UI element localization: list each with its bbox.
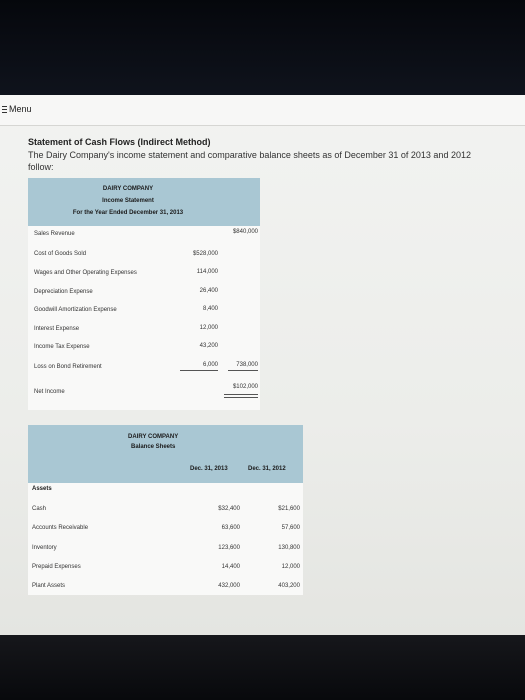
double-underline bbox=[224, 397, 258, 398]
bs-row-label: Plant Assets bbox=[32, 583, 66, 589]
bs-row-2013: 432,000 bbox=[218, 583, 240, 589]
bs-row-label: Inventory bbox=[32, 545, 57, 551]
bs-col-header-2012: Dec. 31, 2012 bbox=[248, 466, 286, 472]
income-statement-header bbox=[28, 178, 260, 226]
question-text: The Dairy Company's income statement and comparative balance sheets as of December 31 of 2013 and 2012 follow: bbox=[28, 150, 471, 172]
is-title: Income Statement bbox=[102, 198, 154, 204]
is-row-amount: $528,000 bbox=[192, 251, 218, 257]
income-statement-table bbox=[28, 178, 260, 410]
is-company: DAIRY COMPANY bbox=[102, 186, 154, 192]
monitor-bezel-bottom bbox=[0, 635, 525, 700]
is-row-amount: 8,400 bbox=[202, 306, 218, 312]
bs-row-label: Prepaid Expenses bbox=[32, 564, 81, 570]
screen bbox=[0, 95, 525, 635]
is-row-amount: 114,000 bbox=[196, 269, 218, 275]
bs-col-header-2013: Dec. 31, 2013 bbox=[190, 466, 228, 472]
hamburger-menu-icon[interactable] bbox=[2, 106, 7, 114]
bs-row-2012: 12,000 bbox=[281, 564, 300, 570]
bs-row-2012: 130,800 bbox=[278, 545, 300, 551]
double-underline bbox=[224, 394, 258, 395]
bs-row-2013: 14,400 bbox=[221, 564, 240, 570]
bs-row-2013: 123,600 bbox=[218, 545, 240, 551]
question-title: Statement of Cash Flows (Indirect Method) bbox=[28, 137, 211, 147]
net-income-total: $102,000 bbox=[232, 384, 258, 390]
is-row-amount: 12,000 bbox=[199, 325, 218, 331]
is-row-label: Wages and Other Operating Expenses bbox=[34, 270, 137, 276]
bs-row-2012: 57,600 bbox=[281, 525, 300, 531]
bs-row-2012: $21,600 bbox=[278, 506, 300, 512]
balance-sheet-header bbox=[28, 425, 303, 483]
is-row-amount: 26,400 bbox=[199, 288, 218, 294]
is-row-amount: 6,000 bbox=[202, 362, 218, 368]
bs-row-2012: 403,200 bbox=[278, 583, 300, 589]
is-row-total: $840,000 bbox=[232, 229, 258, 235]
is-row-label: Income Tax Expense bbox=[34, 344, 90, 350]
underline bbox=[228, 370, 258, 371]
is-row-label: Net Income bbox=[34, 389, 65, 395]
bs-section-assets: Assets bbox=[32, 486, 52, 492]
balance-sheet-table bbox=[28, 425, 303, 595]
bs-row-2013: $32,400 bbox=[218, 506, 240, 512]
underline bbox=[180, 370, 218, 371]
is-row-label: Loss on Bond Retirement bbox=[34, 364, 102, 370]
bs-title: Balance Sheets bbox=[131, 444, 176, 450]
is-row-label: Goodwill Amortization Expense bbox=[34, 307, 117, 313]
bs-row-2013: 63,600 bbox=[221, 525, 240, 531]
bs-row-label: Accounts Receivable bbox=[32, 525, 89, 531]
is-period: For the Year Ended December 31, 2013 bbox=[72, 210, 184, 216]
menu-button[interactable]: Menu bbox=[9, 104, 32, 114]
is-row-label: Depreciation Expense bbox=[34, 289, 93, 295]
monitor-bezel-top bbox=[0, 0, 525, 95]
is-row-total: 738,000 bbox=[236, 362, 258, 368]
is-row-amount: 43,200 bbox=[199, 343, 218, 349]
is-row-label: Cost of Goods Sold bbox=[34, 251, 87, 257]
bs-company: DAIRY COMPANY bbox=[128, 434, 179, 440]
menu-bar bbox=[0, 95, 525, 126]
is-row-label: Interest Expense bbox=[34, 326, 80, 332]
bs-row-label: Cash bbox=[32, 506, 47, 512]
is-row-label: Sales Revenue bbox=[34, 231, 75, 237]
